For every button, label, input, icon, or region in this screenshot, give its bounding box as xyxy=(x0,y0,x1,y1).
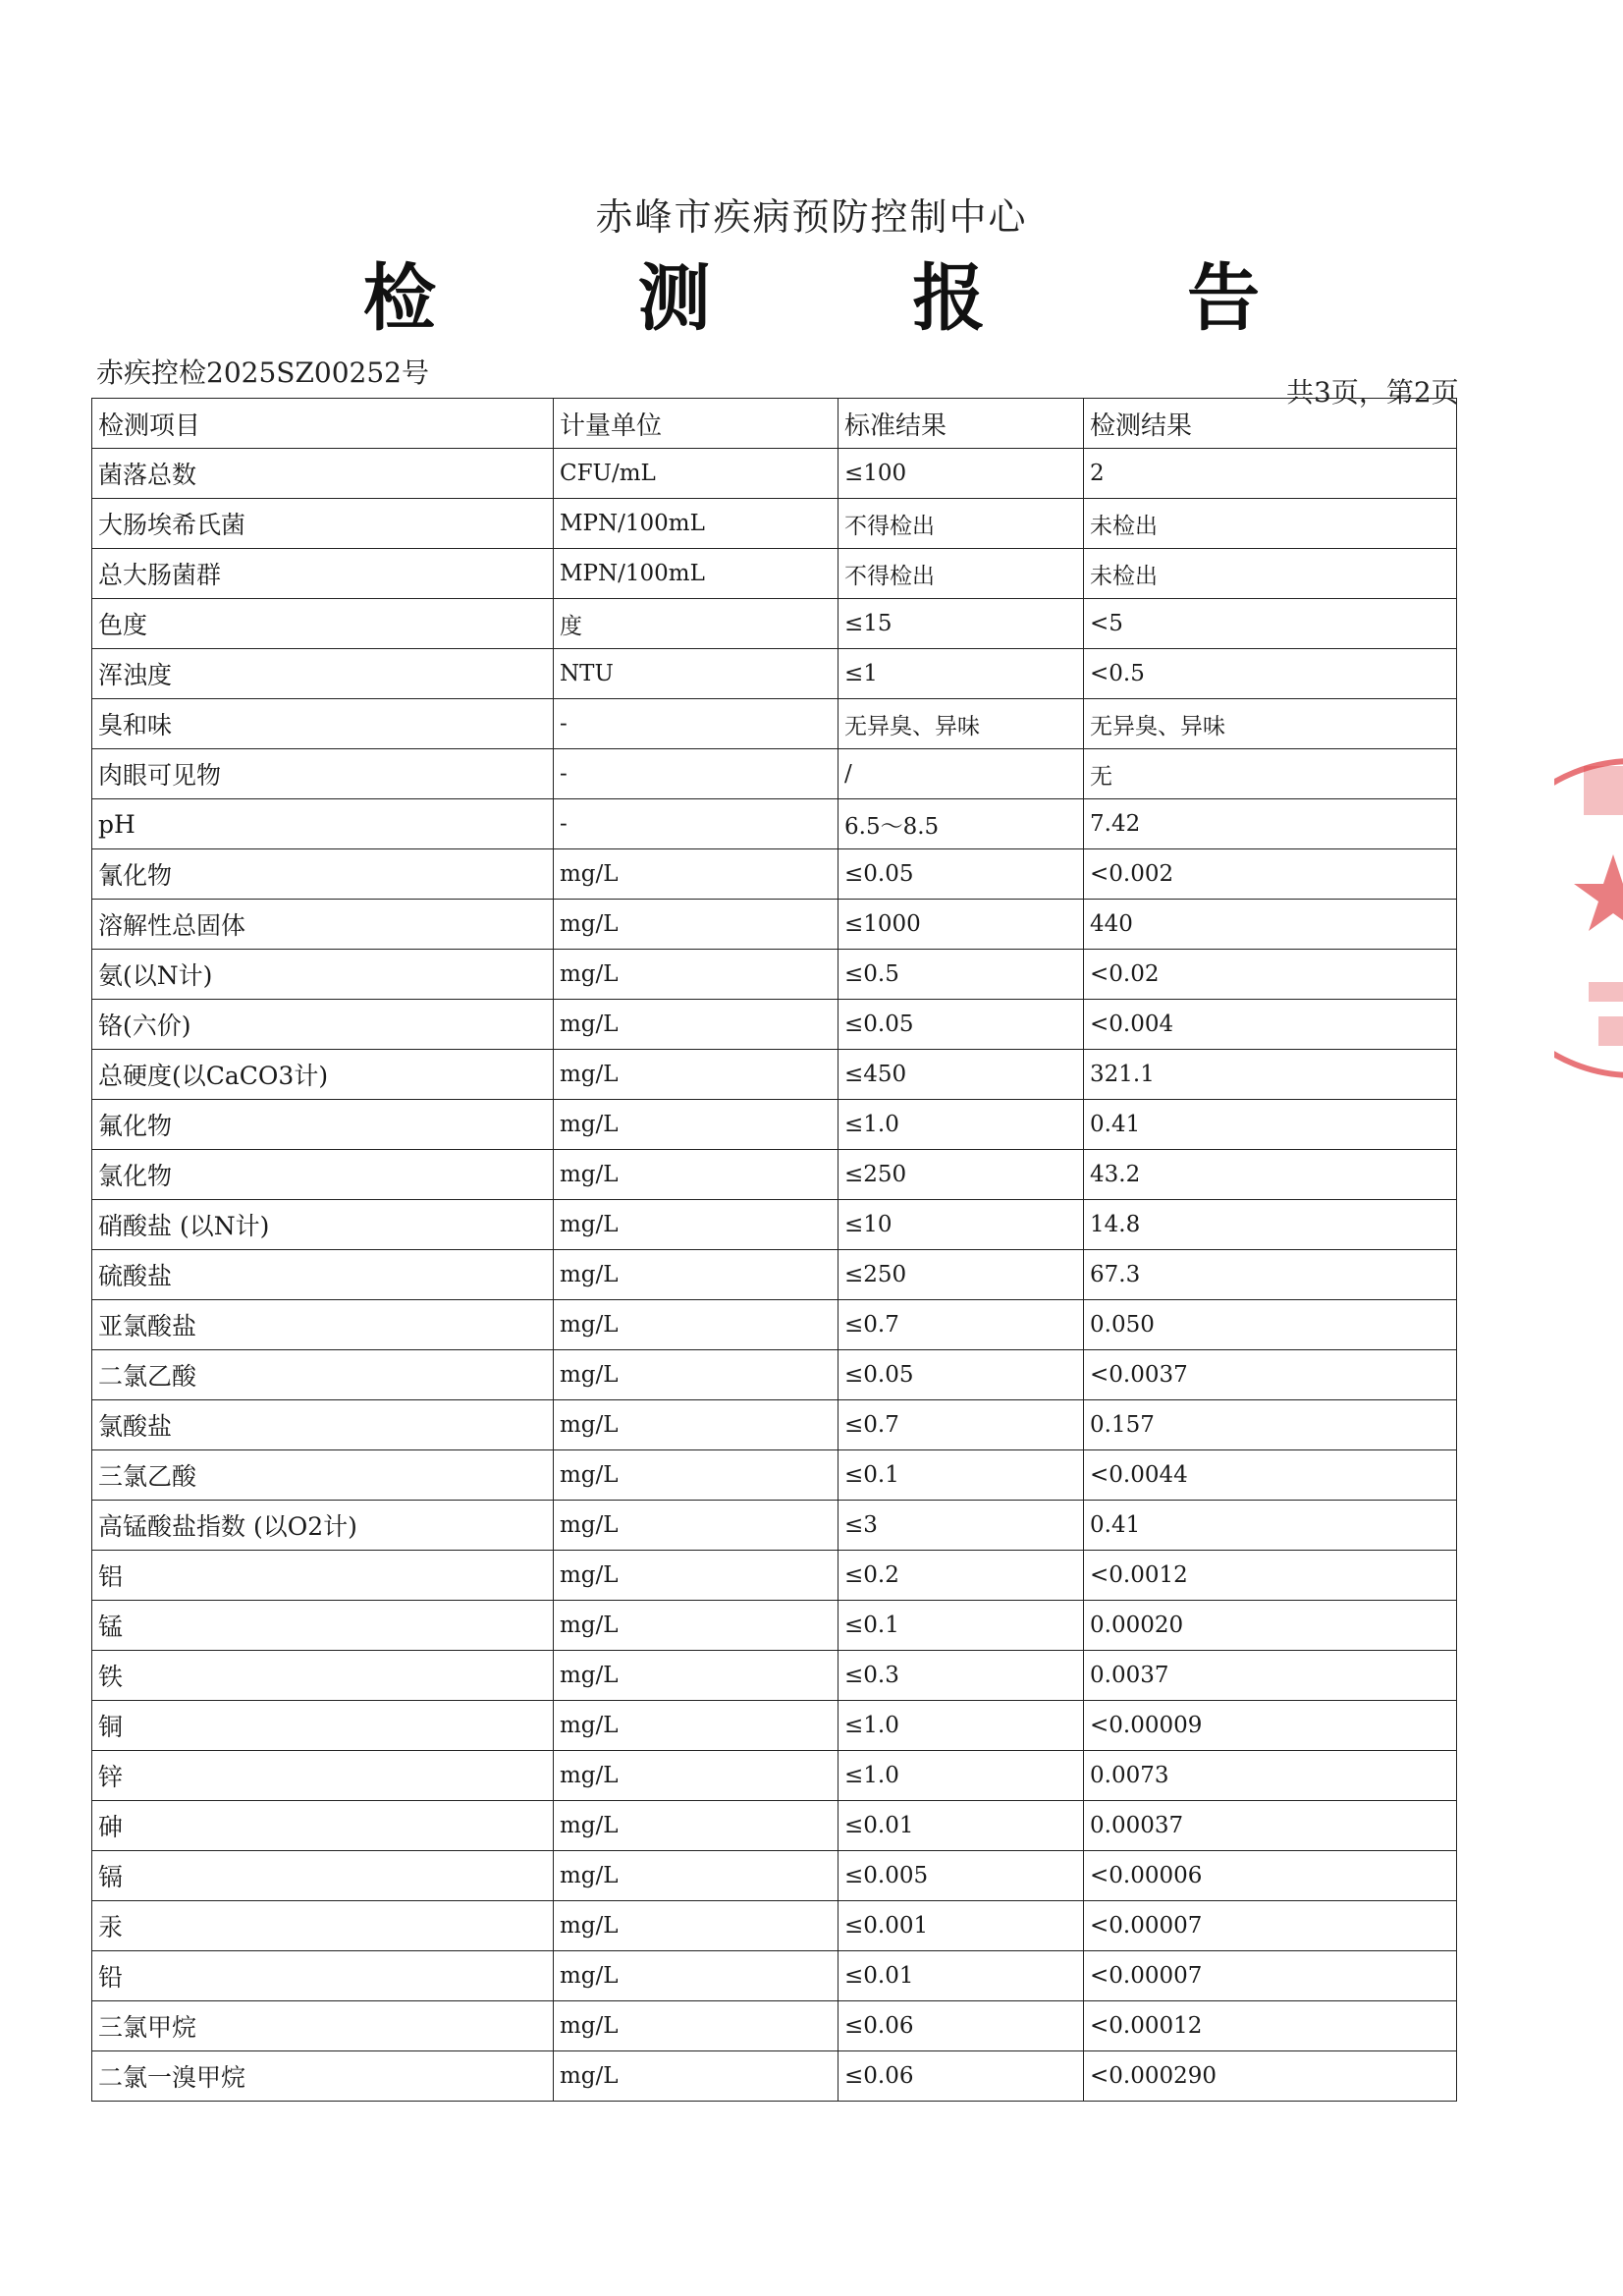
result-cell: <0.02 xyxy=(1084,950,1457,1000)
table-row xyxy=(92,950,1457,1000)
unit-cell: mg/L xyxy=(554,849,839,900)
unit-cell: mg/L xyxy=(554,1551,839,1601)
unit-cell: mg/L xyxy=(554,2001,839,2051)
table-header-row xyxy=(92,399,1457,449)
result-cell: <5 xyxy=(1084,599,1457,649)
result-cell: <0.002 xyxy=(1084,849,1457,900)
unit-cell: mg/L xyxy=(554,1801,839,1851)
standard-cell: ≤450 xyxy=(839,1050,1084,1100)
standard-cell: ≤0.05 xyxy=(839,1350,1084,1400)
item-cell: 砷 xyxy=(92,1801,554,1851)
unit-cell: mg/L xyxy=(554,1100,839,1150)
table-row xyxy=(92,1651,1457,1701)
seal-star-icon xyxy=(1574,854,1623,931)
result-cell: 67.3 xyxy=(1084,1250,1457,1300)
item-cell: 锌 xyxy=(92,1751,554,1801)
table-row xyxy=(92,2051,1457,2102)
standard-cell: 不得检出 xyxy=(839,549,1084,599)
results-table xyxy=(91,398,1457,2102)
unit-cell: mg/L xyxy=(554,1901,839,1951)
unit-cell: mg/L xyxy=(554,1000,839,1050)
organization-name: 赤峰市疾病预防控制中心 xyxy=(595,195,1028,239)
unit-cell: - xyxy=(554,749,839,799)
standard-cell: ≤0.05 xyxy=(839,849,1084,900)
standard-cell: ≤15 xyxy=(839,599,1084,649)
unit-cell: mg/L xyxy=(554,950,839,1000)
item-cell: 氟化物 xyxy=(92,1100,554,1150)
item-cell: 溶解性总固体 xyxy=(92,900,554,950)
unit-cell: mg/L xyxy=(554,1350,839,1400)
unit-cell: mg/L xyxy=(554,1400,839,1450)
table-row xyxy=(92,849,1457,900)
result-cell: <0.00007 xyxy=(1084,1901,1457,1951)
result-cell: 无异臭、异味 xyxy=(1084,699,1457,749)
table-row xyxy=(92,1701,1457,1751)
unit-cell: mg/L xyxy=(554,1450,839,1501)
unit-cell: mg/L xyxy=(554,1701,839,1751)
result-cell: 0.41 xyxy=(1084,1100,1457,1150)
standard-cell: ≤1.0 xyxy=(839,1701,1084,1751)
table-row xyxy=(92,1801,1457,1851)
table-row xyxy=(92,2001,1457,2051)
result-cell: <0.004 xyxy=(1084,1000,1457,1050)
result-cell: <0.0044 xyxy=(1084,1450,1457,1501)
page-info: 共3页，第2页 xyxy=(1286,376,1459,409)
table-row xyxy=(92,1100,1457,1150)
item-cell: 锰 xyxy=(92,1601,554,1651)
table-row xyxy=(92,799,1457,849)
result-cell: 14.8 xyxy=(1084,1200,1457,1250)
item-cell: 总大肠菌群 xyxy=(92,549,554,599)
unit-cell: mg/L xyxy=(554,1601,839,1651)
unit-cell: - xyxy=(554,699,839,749)
standard-cell: ≤3 xyxy=(839,1501,1084,1551)
table-row xyxy=(92,599,1457,649)
unit-cell: mg/L xyxy=(554,1200,839,1250)
result-cell: <0.5 xyxy=(1084,649,1457,699)
result-cell: 0.00037 xyxy=(1084,1801,1457,1851)
standard-cell: ≤0.06 xyxy=(839,2001,1084,2051)
table-row xyxy=(92,1501,1457,1551)
unit-cell: 度 xyxy=(554,599,839,649)
standard-cell: ≤0.2 xyxy=(839,1551,1084,1601)
unit-cell: CFU/mL xyxy=(554,449,839,499)
item-cell: 氰化物 xyxy=(92,849,554,900)
column-header-item: 检测项目 xyxy=(92,399,554,449)
standard-cell: ≤0.005 xyxy=(839,1851,1084,1901)
standard-cell: ≤0.06 xyxy=(839,2051,1084,2102)
result-cell: 0.0073 xyxy=(1084,1751,1457,1801)
item-cell: 氯化物 xyxy=(92,1150,554,1200)
unit-cell: mg/L xyxy=(554,1150,839,1200)
result-cell: 0.41 xyxy=(1084,1501,1457,1551)
unit-cell: mg/L xyxy=(554,900,839,950)
unit-cell: mg/L xyxy=(554,1851,839,1901)
table-row xyxy=(92,699,1457,749)
unit-cell: - xyxy=(554,799,839,849)
standard-cell: ≤100 xyxy=(839,449,1084,499)
item-cell: 高锰酸盐指数 (以O2计) xyxy=(92,1501,554,1551)
unit-cell: mg/L xyxy=(554,1751,839,1801)
table-row xyxy=(92,1400,1457,1450)
item-cell: 汞 xyxy=(92,1901,554,1951)
result-cell: <0.00009 xyxy=(1084,1701,1457,1751)
item-cell: 硝酸盐 (以N计) xyxy=(92,1200,554,1250)
result-cell: 7.42 xyxy=(1084,799,1457,849)
table-row xyxy=(92,1300,1457,1350)
table-row xyxy=(92,1250,1457,1300)
unit-cell: NTU xyxy=(554,649,839,699)
item-cell: 亚氯酸盐 xyxy=(92,1300,554,1350)
result-cell: <0.00007 xyxy=(1084,1951,1457,2001)
standard-cell: ≤0.01 xyxy=(839,1801,1084,1851)
item-cell: 铝 xyxy=(92,1551,554,1601)
result-cell: 未检出 xyxy=(1084,499,1457,549)
standard-cell: ≤0.5 xyxy=(839,950,1084,1000)
unit-cell: mg/L xyxy=(554,1300,839,1350)
item-cell: 三氯乙酸 xyxy=(92,1450,554,1501)
table-row xyxy=(92,1551,1457,1601)
standard-cell: / xyxy=(839,749,1084,799)
standard-cell: 6.5～8.5 xyxy=(839,799,1084,849)
table-row xyxy=(92,1901,1457,1951)
item-cell: 铬(六价) xyxy=(92,1000,554,1050)
item-cell: 二氯一溴甲烷 xyxy=(92,2051,554,2102)
standard-cell: ≤0.05 xyxy=(839,1000,1084,1050)
unit-cell: mg/L xyxy=(554,1951,839,2001)
table-row xyxy=(92,1000,1457,1050)
result-cell: 0.157 xyxy=(1084,1400,1457,1450)
item-cell: 总硬度(以CaCO3计) xyxy=(92,1050,554,1100)
table-row xyxy=(92,499,1457,549)
standard-cell: ≤1.0 xyxy=(839,1751,1084,1801)
result-cell: 0.050 xyxy=(1084,1300,1457,1350)
item-cell: 镉 xyxy=(92,1851,554,1901)
table-row xyxy=(92,1350,1457,1400)
result-cell: 未检出 xyxy=(1084,549,1457,599)
standard-cell: ≤1000 xyxy=(839,900,1084,950)
standard-cell: 不得检出 xyxy=(839,499,1084,549)
result-cell: 43.2 xyxy=(1084,1150,1457,1200)
item-cell: pH xyxy=(92,799,554,849)
unit-cell: mg/L xyxy=(554,1501,839,1551)
standard-cell: ≤250 xyxy=(839,1250,1084,1300)
standard-cell: ≤0.001 xyxy=(839,1901,1084,1951)
column-header-result: 检测结果 xyxy=(1084,399,1457,449)
item-cell: 浑浊度 xyxy=(92,649,554,699)
item-cell: 铁 xyxy=(92,1651,554,1701)
table-row xyxy=(92,1751,1457,1801)
standard-cell: ≤0.7 xyxy=(839,1300,1084,1350)
item-cell: 氯酸盐 xyxy=(92,1400,554,1450)
report-title: 检 测 报 告 xyxy=(362,256,1349,341)
standard-cell: ≤0.7 xyxy=(839,1400,1084,1450)
table-row xyxy=(92,1050,1457,1100)
table-row xyxy=(92,649,1457,699)
unit-cell: MPN/100mL xyxy=(554,499,839,549)
result-cell: 321.1 xyxy=(1084,1050,1457,1100)
standard-cell: ≤0.01 xyxy=(839,1951,1084,2001)
standard-cell: 无异臭、异味 xyxy=(839,699,1084,749)
unit-cell: mg/L xyxy=(554,1050,839,1100)
item-cell: 菌落总数 xyxy=(92,449,554,499)
table-row xyxy=(92,1601,1457,1651)
standard-cell: ≤1 xyxy=(839,649,1084,699)
item-cell: 铜 xyxy=(92,1701,554,1751)
unit-cell: mg/L xyxy=(554,1250,839,1300)
item-cell: 三氯甲烷 xyxy=(92,2001,554,2051)
column-header-standard: 标准结果 xyxy=(839,399,1084,449)
result-cell: <0.00012 xyxy=(1084,2001,1457,2051)
result-cell: 2 xyxy=(1084,449,1457,499)
result-cell: <0.0037 xyxy=(1084,1350,1457,1400)
table-row xyxy=(92,1200,1457,1250)
result-cell: 无 xyxy=(1084,749,1457,799)
table-row xyxy=(92,449,1457,499)
table-row xyxy=(92,1150,1457,1200)
table-row xyxy=(92,900,1457,950)
standard-cell: ≤250 xyxy=(839,1150,1084,1200)
item-cell: 铅 xyxy=(92,1951,554,2001)
unit-cell: mg/L xyxy=(554,1651,839,1701)
result-cell: <0.0012 xyxy=(1084,1551,1457,1601)
report-number: 赤疾控检2025SZ00252号 xyxy=(96,356,429,389)
item-cell: 色度 xyxy=(92,599,554,649)
item-cell: 氨(以N计) xyxy=(92,950,554,1000)
table-row xyxy=(92,749,1457,799)
standard-cell: ≤0.1 xyxy=(839,1601,1084,1651)
result-cell: <0.000290 xyxy=(1084,2051,1457,2102)
result-cell: 440 xyxy=(1084,900,1457,950)
standard-cell: ≤10 xyxy=(839,1200,1084,1250)
item-cell: 大肠埃希氏菌 xyxy=(92,499,554,549)
standard-cell: ≤1.0 xyxy=(839,1100,1084,1150)
table-row xyxy=(92,1951,1457,2001)
table-row xyxy=(92,549,1457,599)
result-cell: 0.0037 xyxy=(1084,1651,1457,1701)
standard-cell: ≤0.3 xyxy=(839,1651,1084,1701)
standard-cell: ≤0.1 xyxy=(839,1450,1084,1501)
column-header-unit: 计量单位 xyxy=(554,399,839,449)
item-cell: 臭和味 xyxy=(92,699,554,749)
official-seal xyxy=(1554,756,1623,1080)
table-row xyxy=(92,1450,1457,1501)
item-cell: 硫酸盐 xyxy=(92,1250,554,1300)
item-cell: 肉眼可见物 xyxy=(92,749,554,799)
result-cell: 0.00020 xyxy=(1084,1601,1457,1651)
result-cell: <0.00006 xyxy=(1084,1851,1457,1901)
unit-cell: mg/L xyxy=(554,2051,839,2102)
unit-cell: MPN/100mL xyxy=(554,549,839,599)
table-row xyxy=(92,1851,1457,1901)
item-cell: 二氯乙酸 xyxy=(92,1350,554,1400)
